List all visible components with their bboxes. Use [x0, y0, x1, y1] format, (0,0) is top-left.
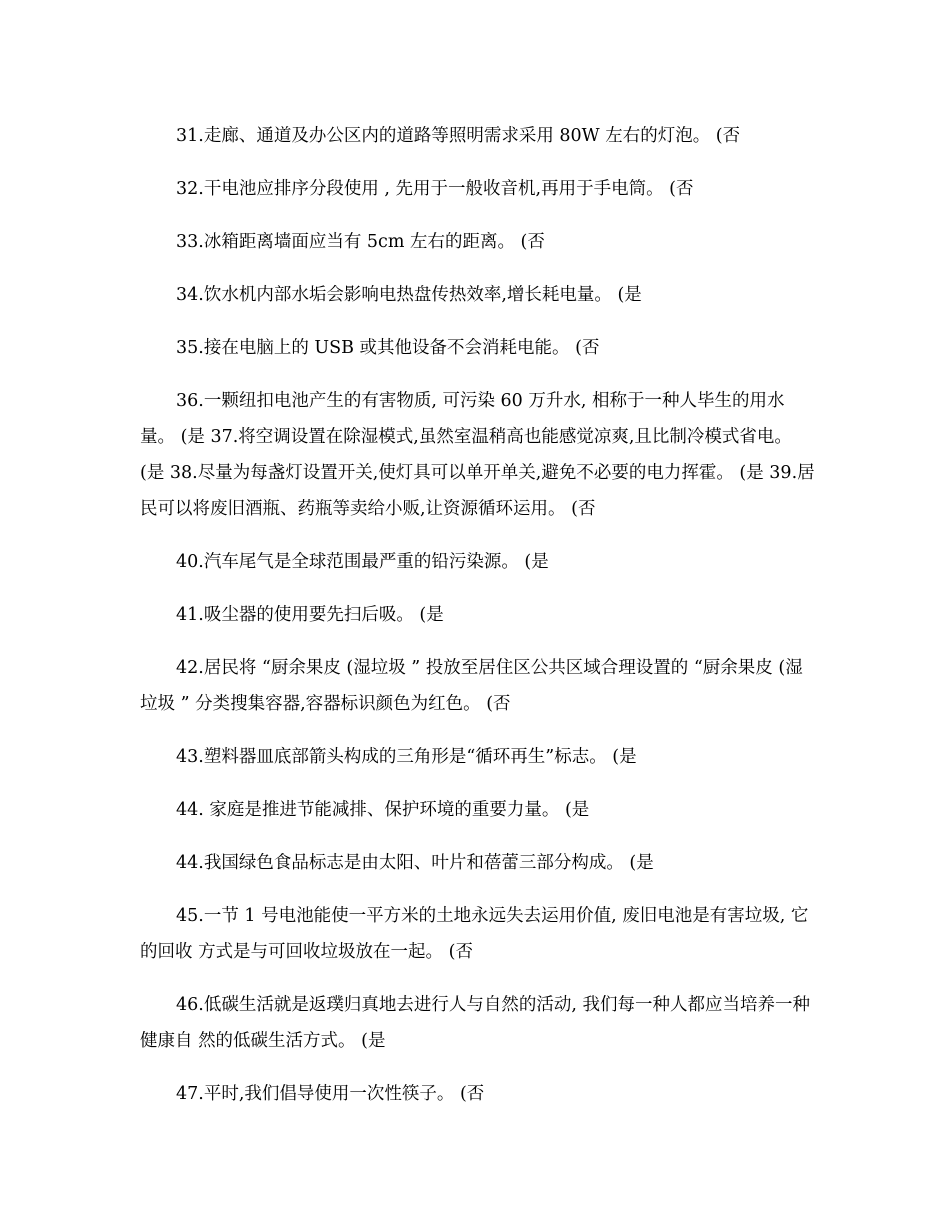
question-45: 45.一节 1 号电池能使一平方米的土地永远失去运用价值, 废旧电池是有害垃圾, 它的回收 方式是与可回收垃圾放在一起。 (否 — [140, 906, 809, 962]
question-44b: 44.我国绿色食品标志是由太阳、叶片和蓓蕾三部分构成。 (是 — [176, 853, 654, 873]
question-36-39: 36.一颗纽扣电池产生的有害物质, 可污染 60 万升水, 相称于一种人毕生的用水量。 (是 37.将空调设置在除湿模式,虽然室温稍高也能感觉凉爽,且比制冷模式省电。 (是 38.尽量为每盏灯设置开关,使灯具可以单开单关,避免不必要的电力挥霍。 (是 39.居民可以将废旧酒瓶、药瓶等卖给小贩,让资源循环运用。 (否 — [140, 391, 815, 519]
question-34: 34.饮水机内部水垢会影响电热盘传热效率,增长耗电量。 (是 — [176, 285, 642, 305]
document-body — [140, 118, 815, 1129]
question-33: 33.冰箱距离墙面应当有 5cm 左右的距离。 (否 — [176, 232, 545, 252]
question-40: 40.汽车尾气是全球范围最严重的铅污染源。 (是 — [176, 552, 549, 572]
question-46: 46.低碳生活就是返璞归真地去进行人与自然的活动, 我们每一种人都应当培养一种健康自 然的低碳生活方式。 (是 — [140, 995, 810, 1051]
question-32: 32.干电池应排序分段使用 , 先用于一般收音机,再用于手电筒。 (否 — [176, 179, 694, 199]
question-31: 31.走廊、通道及办公区内的道路等照明需求采用 80W 左右的灯泡。 (否 — [176, 126, 741, 146]
question-42: 42.居民将 “厨余果皮 (湿垃圾 ” 投放至居住区公共区域合理设置的 “厨余果皮 (湿垃圾 ” 分类搜集容器,容器标识颜色为红色。 (否 — [140, 658, 803, 714]
question-41: 41.吸尘器的使用要先扫后吸。 (是 — [176, 605, 444, 625]
question-47: 47.平时,我们倡导使用一次性筷子。 (否 — [176, 1084, 485, 1104]
question-35: 35.接在电脑上的 USB 或其他设备不会消耗电能。 (否 — [176, 338, 600, 358]
question-43: 43.塑料器皿底部箭头构成的三角形是“循环再生”标志。 (是 — [176, 747, 637, 767]
question-44a: 44. 家庭是推进节能减排、保护环境的重要力量。 (是 — [176, 800, 590, 820]
